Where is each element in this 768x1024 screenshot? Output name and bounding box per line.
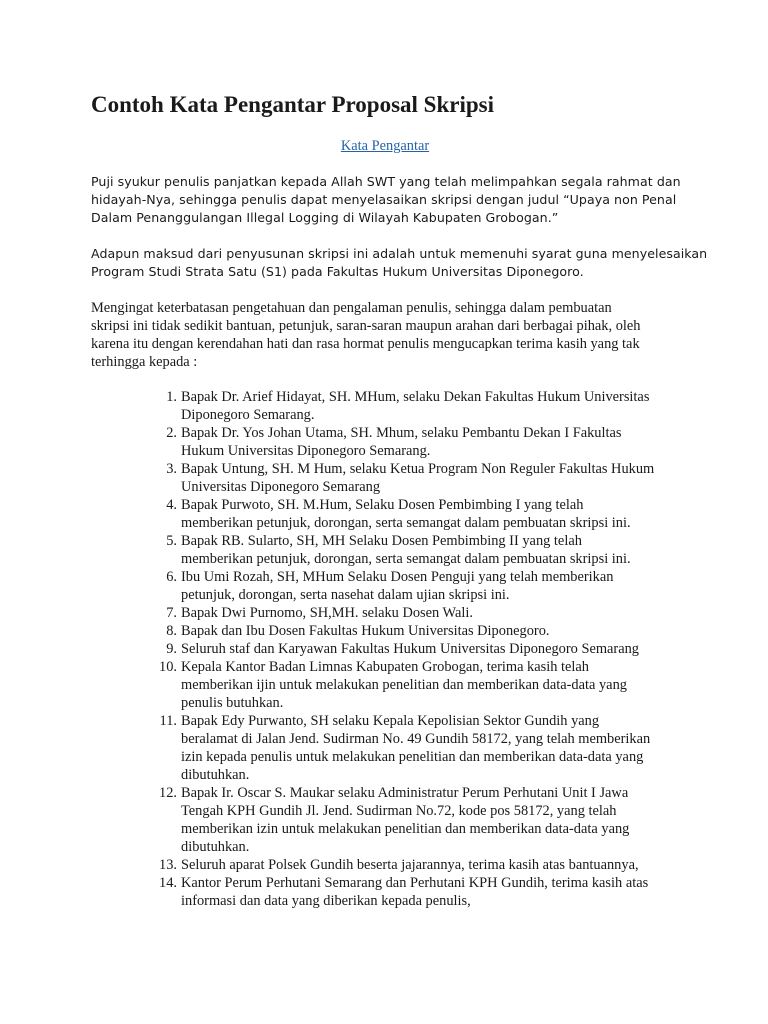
list-item (91, 496, 691, 532)
list-item-number: 2. (166, 425, 177, 441)
list-item-line: Seluruh aparat Polsek Gundih beserta jajarannya, terima kasih atas bantuannya, (181, 857, 639, 873)
list-item-number: 3. (166, 461, 177, 477)
list-item-line: Bapak Untung, SH. M Hum, selaku Ketua Program Non Reguler Fakultas Hukum (181, 461, 655, 477)
paragraph-purpose (91, 245, 708, 281)
list-item (91, 658, 691, 712)
list-item-number: 11. (159, 713, 177, 729)
list-item-line: Bapak dan Ibu Dosen Fakultas Hukum Universitas Diponegoro. (181, 623, 550, 639)
list-item-line: petunjuk, dorongan, serta nasehat dalam ujian skripsi ini. (181, 587, 510, 603)
list-item-line: Ibu Umi Rozah, SH, MHum Selaku Dosen Penguji yang telah memberikan (181, 569, 614, 585)
list-item-line: penulis butuhkan. (181, 695, 284, 711)
paragraph-line: Mengingat keterbatasan pengetahuan dan pengalaman penulis, sehingga dalam pembuatan (91, 300, 612, 316)
document-title: Contoh Kata Pengantar Proposal Skripsi (91, 92, 494, 117)
list-item-line: memberikan petunjuk, dorongan, serta semangat dalam pembuatan skripsi ini. (181, 551, 631, 567)
list-item-line: Bapak Dr. Arief Hidayat, SH. MHum, selaku Dekan Fakultas Hukum Universitas (181, 389, 650, 405)
paragraph-line: skripsi ini tidak sedikit bantuan, petunjuk, saran-saran maupun arahan dari berbagai pihak, oleh (91, 318, 641, 334)
list-item (91, 874, 691, 910)
list-item-line: Bapak Edy Purwanto, SH selaku Kepala Kepolisian Sektor Gundih yang (181, 713, 600, 729)
paragraph-intro (91, 173, 691, 227)
list-item-number: 6. (166, 569, 177, 585)
list-item-line: Kantor Perum Perhutani Semarang dan Perhutani KPH Gundih, terima kasih atas (181, 875, 649, 891)
list-item (91, 784, 691, 856)
paragraph-gratitude (91, 299, 691, 371)
list-item-line: beralamat di Jalan Jend. Sudirman No. 49 Gundih 58172, yang telah memberikan (181, 731, 651, 747)
list-item-number: 8. (166, 623, 177, 639)
list-item-line: Diponegoro Semarang. (181, 407, 315, 423)
subtitle-container (91, 137, 679, 155)
list-item (91, 640, 691, 658)
paragraph-line: karena itu dengan kerendahan hati dan rasa hormat penulis mengucapkan terima kasih yang tak (91, 336, 640, 352)
list-item (91, 712, 691, 784)
list-item-line: memberikan ijin untuk melakukan penelitian dan memberikan data-data yang (181, 677, 627, 693)
list-item-line: dibutuhkan. (181, 839, 250, 855)
list-item-line: Bapak Ir. Oscar S. Maukar selaku Administratur Perum Perhutani Unit I Jawa (181, 785, 629, 801)
list-item-line: dibutuhkan. (181, 767, 250, 783)
list-item-number: 10. (159, 659, 177, 675)
list-item-line: Universitas Diponegoro Semarang (181, 479, 381, 495)
list-item-line: Hukum Universitas Diponegoro Semarang. (181, 443, 431, 459)
list-item-number: 7. (166, 605, 177, 621)
list-item-number: 1. (166, 389, 177, 405)
list-item-line: memberikan petunjuk, dorongan, serta semangat dalam pembuatan skripsi ini. (181, 515, 631, 531)
list-item-line: Bapak Dwi Purnomo, SH,MH. selaku Dosen Wali. (181, 605, 473, 621)
list-item-line: Bapak Dr. Yos Johan Utama, SH. Mhum, selaku Pembantu Dekan I Fakultas (181, 425, 622, 441)
list-item-line: memberikan izin untuk melakukan penelitian dan memberikan data-data yang (181, 821, 630, 837)
paragraph-line: Puji syukur penulis panjatkan kepada Allah SWT yang telah melimpahkan segala rahmat dan (91, 174, 681, 189)
list-item (91, 856, 691, 874)
list-item-line: Kepala Kantor Badan Limnas Kabupaten Grobogan, terima kasih telah (181, 659, 589, 675)
list-item (91, 388, 691, 424)
list-item-line: Bapak Purwoto, SH. M.Hum, Selaku Dosen Pembimbing I yang telah (181, 497, 584, 513)
list-item-number: 4. (166, 497, 177, 513)
paragraph-line: Program Studi Strata Satu (S1) pada Fakultas Hukum Universitas Diponegoro. (91, 264, 584, 279)
list-item-number: 9. (166, 641, 177, 657)
list-item-number: 14. (159, 875, 177, 891)
list-item-line: izin kepada penulis untuk melakukan penelitian dan memberikan data-data yang (181, 749, 644, 765)
subtitle-link[interactable]: Kata Pengantar (340, 138, 430, 154)
list-item (91, 532, 691, 568)
list-item-number: 13. (159, 857, 177, 873)
paragraph-line: terhingga kepada : (91, 354, 198, 370)
list-item-number: 5. (166, 533, 177, 549)
paragraph-line: hidayah-Nya, sehingga penulis dapat menyelasaikan skripsi dengan judul “Upaya non Penal (91, 192, 677, 207)
list-item (91, 568, 691, 604)
list-item (91, 460, 691, 496)
list-item (91, 604, 691, 622)
list-item-line: Tengah KPH Gundih Jl. Jend. Sudirman No.72, kode pos 58172, yang telah (181, 803, 617, 819)
list-item-number: 12. (159, 785, 177, 801)
list-item (91, 622, 691, 640)
paragraph-line: Adapun maksud dari penyusunan skripsi ini adalah untuk memenuhi syarat guna menyelesaikan (91, 246, 708, 261)
list-item-line: Bapak RB. Sularto, SH, MH Selaku Dosen Pembimbing II yang telah (181, 533, 582, 549)
list-item-line: informasi dan data yang diberikan kepada penulis, (181, 893, 471, 909)
acknowledgement-list (91, 388, 691, 910)
list-item-line: Seluruh staf dan Karyawan Fakultas Hukum Universitas Diponegoro Semarang (181, 641, 639, 657)
list-item (91, 424, 691, 460)
paragraph-line: Dalam Penanggulangan Illegal Logging di Wilayah Kabupaten Grobogan.” (91, 210, 559, 225)
